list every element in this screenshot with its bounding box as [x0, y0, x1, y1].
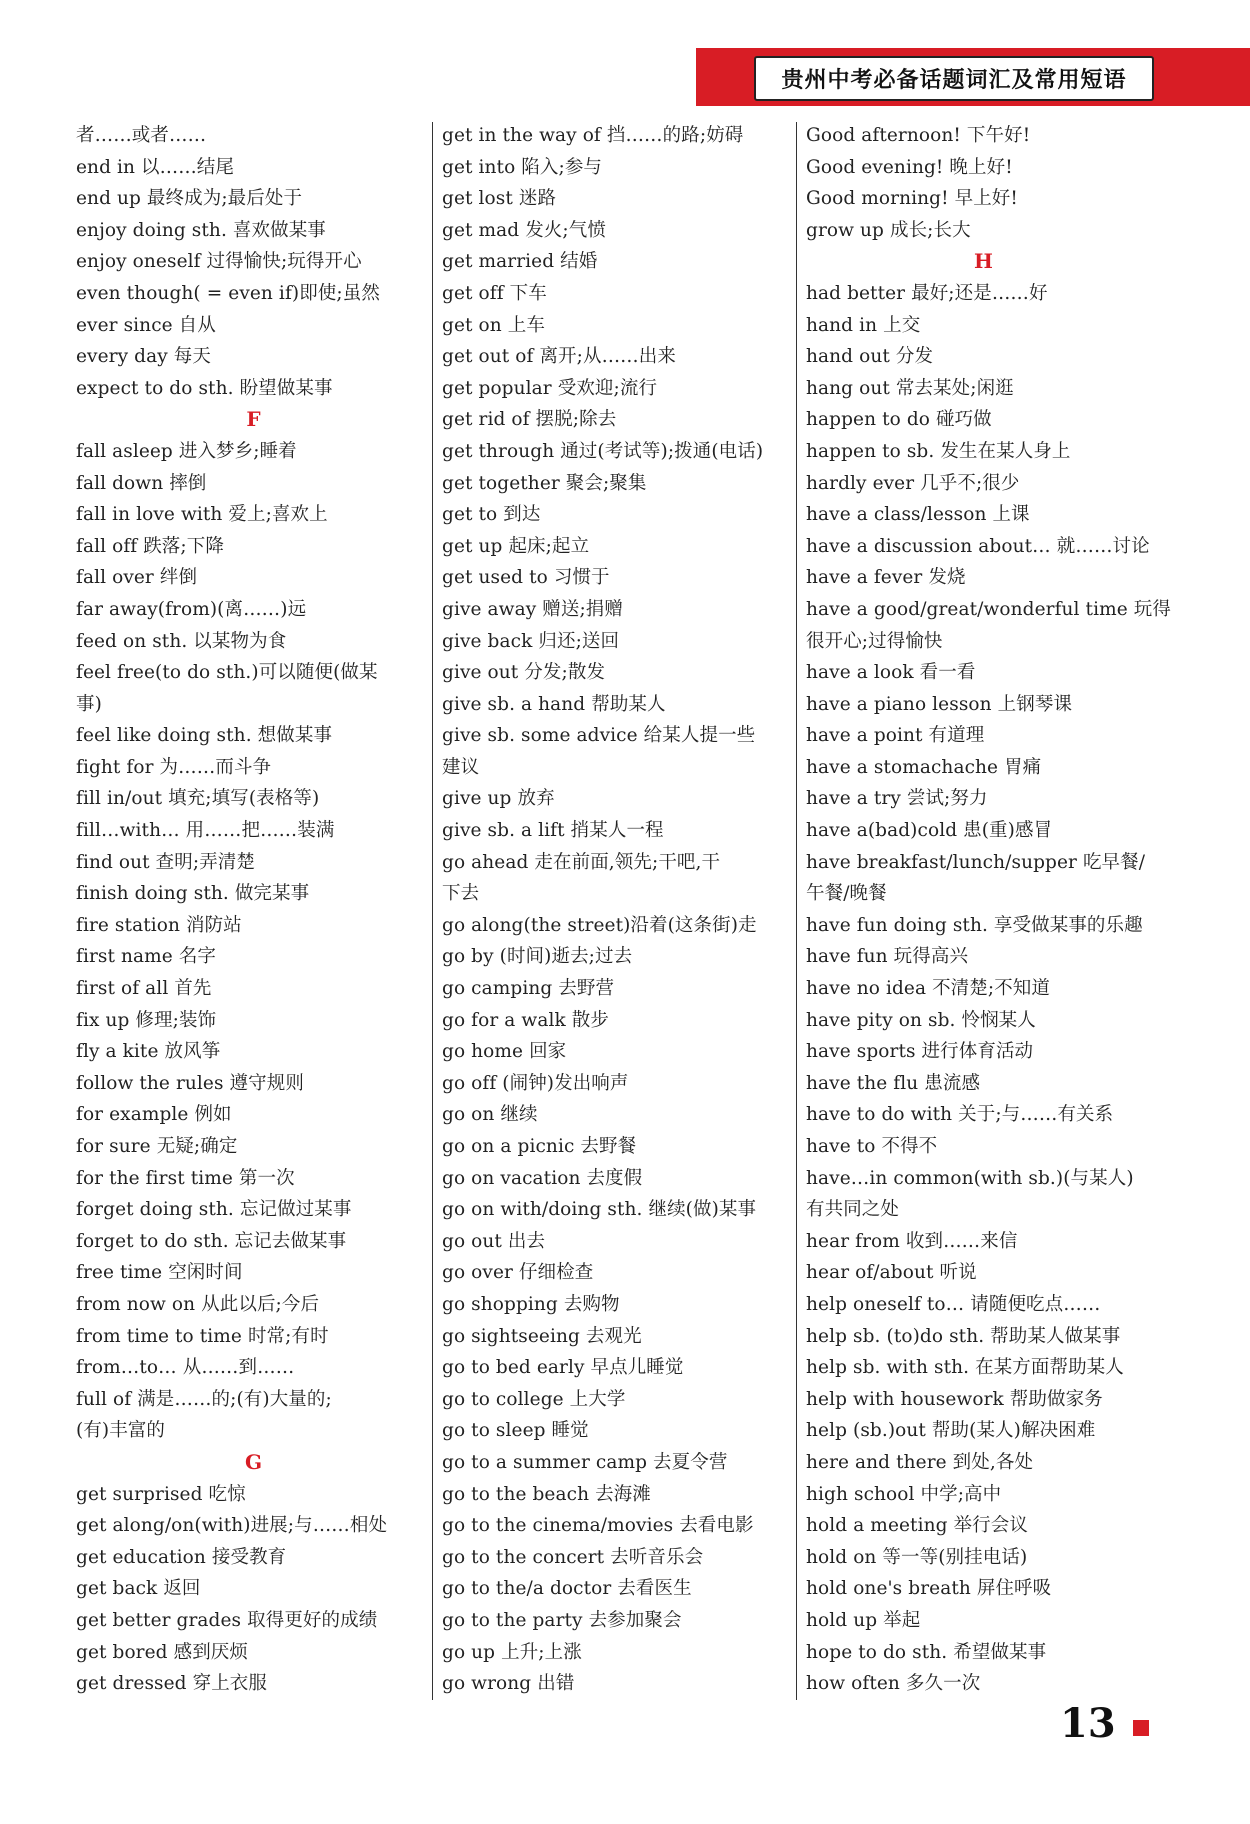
phrase-entry: feel like doing sth. 想做某事	[76, 725, 333, 747]
phrase-entry: high school 中学;高中	[806, 1483, 1002, 1505]
phrase-entry: far away(from)(离……)远	[76, 598, 307, 620]
phrase-entry: have fun doing sth. 享受做某事的乐趣	[806, 914, 1143, 936]
phrase-entry: fall down 摔倒	[76, 472, 207, 494]
phrase-entry: get off 下车	[442, 282, 547, 304]
phrase-entry: have a(bad)cold 患(重)感冒	[806, 820, 1053, 842]
phrase-entry: have a class/lesson 上课	[806, 504, 1030, 526]
phrase-entry: get education 接受教育	[76, 1546, 287, 1568]
phrase-entry: first name 名字	[76, 946, 217, 968]
phrase-entry: have sports 进行体育活动	[806, 1041, 1034, 1063]
phrase-entry: get along/on(with)进展;与……相处	[76, 1515, 388, 1537]
phrase-entry: for sure 无疑;确定	[76, 1136, 238, 1157]
phrase-entry: have a point 有道理	[806, 725, 985, 747]
phrase-entry: find out 查明;弄清楚	[76, 851, 256, 873]
phrase-entry: get rid of 摆脱;除去	[442, 409, 617, 431]
phrase-entry: get into 陷入;参与	[442, 156, 603, 178]
phrase-entry: 午餐/晚餐	[806, 883, 887, 905]
phrase-entry: fall in love with 爱上;喜欢上	[76, 504, 328, 526]
phrase-entry: get back 返回	[76, 1578, 201, 1600]
phrase-entry: go shopping 去购物	[442, 1293, 620, 1315]
phrase-entry: from time to time 时常;有时	[76, 1325, 329, 1347]
phrase-entry: go to college 上大学	[442, 1388, 626, 1410]
phrase-entry: how often 多久一次	[806, 1673, 981, 1695]
phrase-entry: first of all 首先	[76, 978, 212, 1000]
phrase-entry: give up 放弃	[442, 788, 555, 810]
phrase-entry: end up 最终成为;最后处于	[76, 188, 303, 210]
phrase-column-1	[76, 120, 431, 1700]
phrase-entry: from now on 从此以后;今后	[76, 1293, 320, 1315]
phrase-entry: from…to… 从……到……	[76, 1357, 295, 1379]
phrase-entry: hand in 上交	[806, 314, 921, 336]
phrase-entry: go wrong 出错	[442, 1673, 575, 1695]
phrase-entry: hardly ever 几乎不;很少	[806, 472, 1020, 494]
phrase-entry: every day 每天	[76, 346, 211, 368]
phrase-entry: even though( = even if)即使;虽然	[76, 282, 380, 304]
phrase-entry: give away 赠送;捐赠	[442, 598, 623, 620]
phrase-column-3	[806, 120, 1171, 1700]
phrase-entry: get bored 感到厌烦	[76, 1641, 249, 1663]
phrase-entry: get surprised 吃惊	[76, 1483, 246, 1505]
phrase-entry: go to the beach 去海滩	[442, 1483, 651, 1505]
page-number: 13	[1060, 1700, 1116, 1747]
phrase-entry: fall off 跌落;下降	[76, 535, 224, 557]
phrase-entry: go to the concert 去听音乐会	[442, 1546, 704, 1568]
phrase-entry: have…in common(with sb.)(与某人)	[806, 1167, 1134, 1189]
phrase-entry: grow up 成长;长大	[806, 219, 971, 241]
phrase-entry: end in 以……结尾	[76, 156, 234, 178]
phrase-entry: 事)	[76, 693, 102, 715]
phrase-entry: finish doing sth. 做完某事	[76, 883, 310, 905]
phrase-entry: go ahead 走在前面,领先;干吧,干	[442, 851, 721, 873]
phrase-entry: for the first time 第一次	[76, 1167, 295, 1189]
phrase-entry: hand out 分发	[806, 346, 934, 368]
phrase-entry: have breakfast/lunch/supper 吃早餐/	[806, 851, 1146, 873]
phrase-entry: help sb. (to)do sth. 帮助某人做某事	[806, 1325, 1121, 1347]
phrase-entry: go to the/a doctor 去看医生	[442, 1578, 692, 1600]
phrase-entry: (有)丰富的	[76, 1420, 166, 1442]
phrase-entry: free time 空闲时间	[76, 1262, 243, 1284]
phrase-entry: go up 上升;上涨	[442, 1641, 582, 1663]
phrase-entry: ever since 自从	[76, 314, 216, 336]
phrase-entry: have to do with 关于;与……有关系	[806, 1104, 1114, 1126]
phrase-entry: for example 例如	[76, 1104, 232, 1126]
phrase-entry: help sb. with sth. 在某方面帮助某人	[806, 1357, 1124, 1379]
phrase-entry: 者……或者……	[76, 125, 207, 146]
phrase-entry: enjoy doing sth. 喜欢做某事	[76, 219, 326, 241]
phrase-entry: go to sleep 睡觉	[442, 1420, 589, 1442]
phrase-entry: go home 回家	[442, 1041, 567, 1063]
phrase-entry: hold a meeting 举行会议	[806, 1515, 1028, 1537]
section-letter: H	[974, 249, 993, 274]
phrase-entry: fly a kite 放风筝	[76, 1041, 221, 1063]
phrase-entry: get dressed 穿上衣服	[76, 1673, 267, 1695]
phrase-entry: go on with/doing sth. 继续(做)某事	[442, 1199, 757, 1221]
phrase-entry: hold up 举起	[806, 1609, 921, 1631]
phrase-entry: give sb. a hand 帮助某人	[442, 693, 666, 715]
phrase-entry: go off (闹钟)发出响声	[442, 1072, 629, 1094]
phrase-entry: had better 最好;还是……好	[806, 282, 1048, 304]
phrase-entry: go camping 去野营	[442, 978, 615, 1000]
phrase-entry: give back 归还;送回	[442, 630, 620, 652]
phrase-entry: get used to 习惯于	[442, 567, 610, 589]
phrase-entry: go over 仔细检查	[442, 1262, 594, 1284]
phrase-entry: get out of 离开;从……出来	[442, 346, 676, 368]
phrase-entry: have fun 玩得高兴	[806, 946, 969, 968]
phrase-entry: 下去	[442, 883, 480, 905]
phrase-entry: give sb. some advice 给某人提一些	[442, 725, 756, 747]
column-divider	[432, 122, 433, 1700]
section-letter: F	[246, 407, 261, 432]
phrase-entry: Good afternoon! 下午好!	[806, 125, 1031, 146]
phrase-column-2	[442, 120, 797, 1700]
phrase-entry: 有共同之处	[806, 1199, 900, 1221]
phrase-entry: go on 继续	[442, 1104, 538, 1126]
phrase-entry: get up 起床;起立	[442, 535, 590, 557]
phrase-entry: get in the way of 挡……的路;妨碍	[442, 125, 744, 146]
phrase-entry: go to bed early 早点儿睡觉	[442, 1357, 684, 1379]
phrase-entry: get through 通过(考试等);拨通(电话)	[442, 440, 764, 462]
phrase-entry: have the flu 患流感	[806, 1072, 981, 1094]
phrase-entry: enjoy oneself 过得愉快;玩得开心	[76, 251, 362, 273]
phrase-entry: get married 结婚	[442, 251, 598, 273]
phrase-entry: feel free(to do sth.)可以随便(做某	[76, 662, 378, 684]
phrase-entry: go to the cinema/movies 去看电影	[442, 1515, 754, 1537]
phrase-entry: have no idea 不清楚;不知道	[806, 978, 1051, 1000]
phrase-entry: hang out 常去某处;闲逛	[806, 377, 1014, 399]
phrase-entry: happen to do 碰巧做	[806, 409, 992, 431]
phrase-entry: go for a walk 散步	[442, 1009, 609, 1031]
phrase-entry: give sb. a lift 捎某人一程	[442, 820, 664, 842]
phrase-entry: fill in/out 填充;填写(表格等)	[76, 788, 320, 810]
phrase-entry: go along(the street)沿着(这条街)走	[442, 914, 757, 936]
phrase-entry: go on vacation 去度假	[442, 1167, 643, 1189]
phrase-entry: follow the rules 遵守规则	[76, 1072, 304, 1094]
phrase-entry: happen to sb. 发生在某人身上	[806, 440, 1071, 462]
phrase-entry: get to 到达	[442, 504, 541, 526]
phrase-entry: go on a picnic 去野餐	[442, 1136, 637, 1157]
section-letter: G	[244, 1449, 263, 1474]
phrase-entry: have a look 看一看	[806, 662, 976, 684]
phrase-entry: fire station 消防站	[76, 914, 242, 936]
phrase-entry: get lost 迷路	[442, 188, 557, 210]
phrase-entry: 建议	[442, 756, 480, 778]
phrase-entry: forget doing sth. 忘记做过某事	[76, 1199, 352, 1221]
phrase-entry: go out 出去	[442, 1230, 546, 1252]
phrase-entry: fix up 修理;装饰	[76, 1009, 217, 1031]
phrase-entry: hope to do sth. 希望做某事	[806, 1641, 1047, 1663]
phrase-entry: give out 分发;散发	[442, 662, 606, 684]
phrase-entry: get mad 发火;气愤	[442, 219, 606, 241]
phrase-entry: fall over 绊倒	[76, 567, 198, 589]
phrase-entry: get together 聚会;聚集	[442, 472, 647, 494]
phrase-entry: have to 不得不	[806, 1136, 938, 1157]
header-title: 贵州中考必备话题词汇及常用短语	[754, 56, 1154, 101]
phrase-entry: hold on 等一等(别挂电话)	[806, 1546, 1028, 1568]
phrase-entry: full of 满是……的;(有)大量的;	[76, 1388, 332, 1410]
phrase-entry: expect to do sth. 盼望做某事	[76, 377, 333, 399]
phrase-entry: have a discussion about… 就……讨论	[806, 535, 1150, 557]
phrase-entry: have a good/great/wonderful time 玩得	[806, 598, 1171, 620]
phrase-entry: help with housework 帮助做家务	[806, 1388, 1103, 1410]
phrase-entry: go to the party 去参加聚会	[442, 1609, 682, 1631]
phrase-entry: have a fever 发烧	[806, 567, 966, 589]
phrase-entry: have a stomachache 胃痛	[806, 756, 1042, 778]
phrase-entry: Good morning! 早上好!	[806, 188, 1018, 210]
phrase-entry: go by (时间)逝去;过去	[442, 946, 633, 968]
phrase-entry: fill…with… 用……把……装满	[76, 820, 335, 842]
page-marker	[1133, 1720, 1149, 1736]
phrase-entry: go to a summer camp 去夏令营	[442, 1451, 728, 1473]
phrase-entry: Good evening! 晚上好!	[806, 156, 1013, 178]
phrase-entry: feed on sth. 以某物为食	[76, 630, 287, 652]
phrase-entry: hold one's breath 屏住呼吸	[806, 1578, 1052, 1600]
phrase-entry: get popular 受欢迎;流行	[442, 377, 658, 399]
phrase-entry: hear from 收到……来信	[806, 1230, 1018, 1252]
phrase-entry: help (sb.)out 帮助(某人)解决困难	[806, 1420, 1096, 1442]
phrase-entry: 很开心;过得愉快	[806, 630, 943, 652]
phrase-entry: have pity on sb. 怜悯某人	[806, 1009, 1036, 1031]
phrase-entry: forget to do sth. 忘记去做某事	[76, 1230, 347, 1252]
column-divider	[796, 122, 797, 1700]
phrase-entry: help oneself to… 请随便吃点……	[806, 1293, 1101, 1315]
phrase-entry: get on 上车	[442, 314, 545, 336]
phrase-entry: get better grades 取得更好的成绩	[76, 1609, 378, 1631]
phrase-entry: have a piano lesson 上钢琴课	[806, 693, 1073, 715]
phrase-entry: go sightseeing 去观光	[442, 1325, 642, 1347]
phrase-entry: have a try 尝试;努力	[806, 788, 988, 810]
phrase-entry: here and there 到处,各处	[806, 1451, 1034, 1473]
phrase-entry: fight for 为……而斗争	[76, 756, 272, 778]
phrase-entry: hear of/about 听说	[806, 1262, 977, 1284]
phrase-entry: fall asleep 进入梦乡;睡着	[76, 440, 297, 462]
